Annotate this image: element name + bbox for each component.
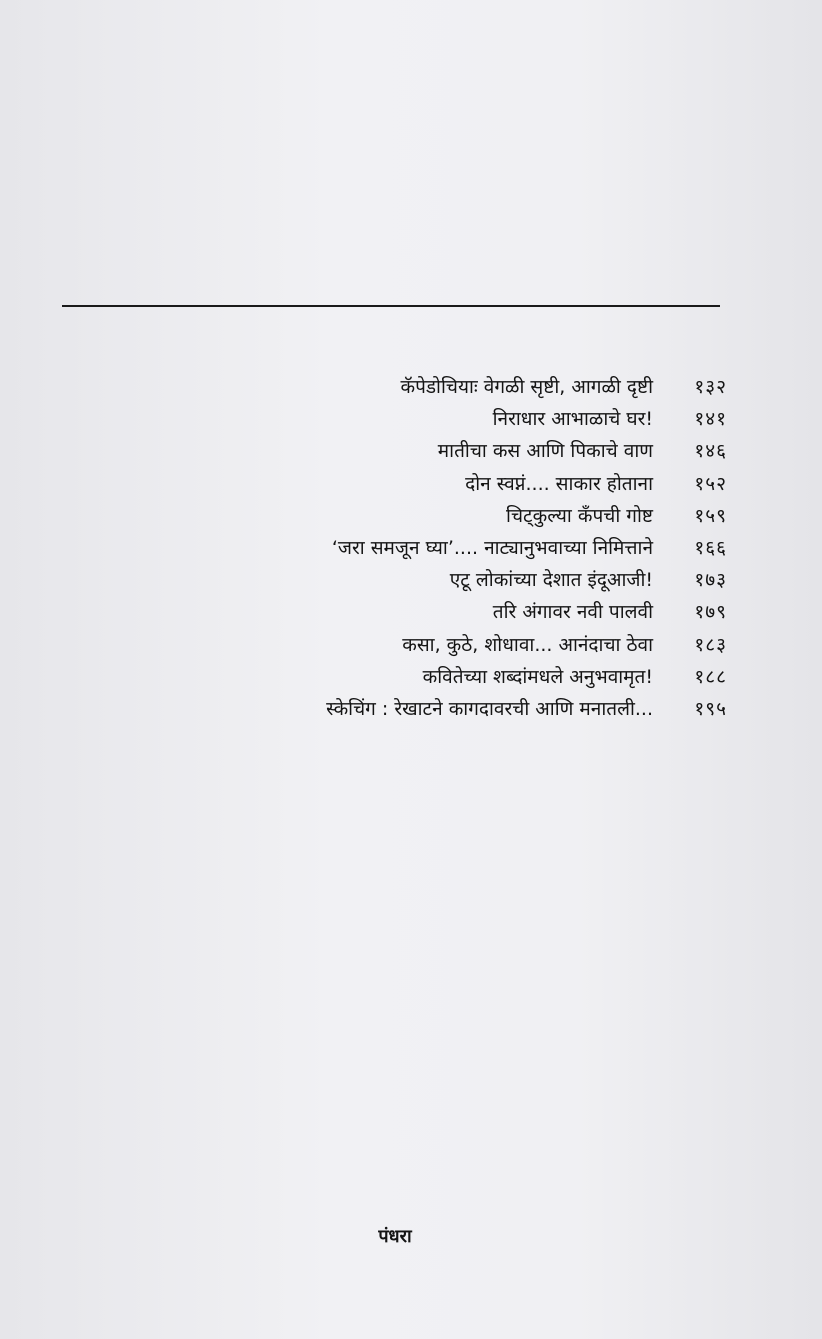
table-of-contents: [100, 371, 727, 725]
toc-entry-page: १७३: [694, 569, 727, 592]
toc-entry-page: १५२: [694, 472, 727, 495]
toc-entry: [100, 596, 727, 628]
toc-entry-title: स्केचिंग : रेखाटने कागदावरची आणि मनातली...: [326, 697, 653, 720]
toc-entry-title: दोन स्वप्नं.... साकार होताना: [465, 472, 653, 495]
toc-entry-page: १९५: [694, 697, 727, 720]
toc-entry: [100, 403, 727, 435]
toc-entry-page: १३२: [694, 376, 727, 398]
toc-entry: [100, 693, 727, 725]
horizontal-rule: [62, 305, 720, 307]
toc-entry-page: १५९: [694, 504, 727, 527]
toc-entry: [100, 564, 727, 596]
toc-entry-title: कॅपेडोचियाः वेगळी सृष्टी, आगळी दृष्टी: [400, 376, 653, 398]
toc-entry-page: १४६: [694, 440, 727, 463]
toc-entry-page: १४१: [694, 408, 727, 431]
toc-entry: [100, 661, 727, 693]
toc-entry-title: चिट्कुल्या कँपची गोष्ट: [506, 504, 653, 527]
page-number: पंधरा: [378, 1226, 412, 1247]
toc-entry-title: तरि अंगावर नवी पालवी: [492, 601, 653, 624]
toc-entry-page: १६६: [694, 536, 727, 559]
toc-entry: [100, 500, 727, 532]
toc-entry-title: मातीचा कस आणि पिकाचे वाण: [437, 440, 653, 463]
toc-entry-title: एटू लोकांच्या देशात इंदूआजी!: [449, 569, 653, 592]
toc-entry-page: १७९: [694, 601, 727, 624]
toc-entry: [100, 371, 727, 403]
toc-entry-title: ‘जरा समजून घ्या’.... नाट्यानुभवाच्या निमित्ताने: [331, 536, 653, 559]
toc-entry: [100, 435, 727, 467]
toc-entry: [100, 468, 727, 500]
toc-entry: [100, 532, 727, 564]
toc-entry-page: १८३: [694, 633, 727, 656]
toc-entry-title: कसा, कुठे, शोधावा... आनंदाचा ठेवा: [402, 633, 653, 656]
toc-entry-title: निराधार आभाळाचे घर!: [492, 408, 653, 431]
toc-entry-title: कवितेच्या शब्दांमधले अनुभवामृत!: [422, 665, 653, 688]
toc-entry: [100, 629, 727, 661]
toc-entry-page: १८८: [694, 665, 727, 688]
